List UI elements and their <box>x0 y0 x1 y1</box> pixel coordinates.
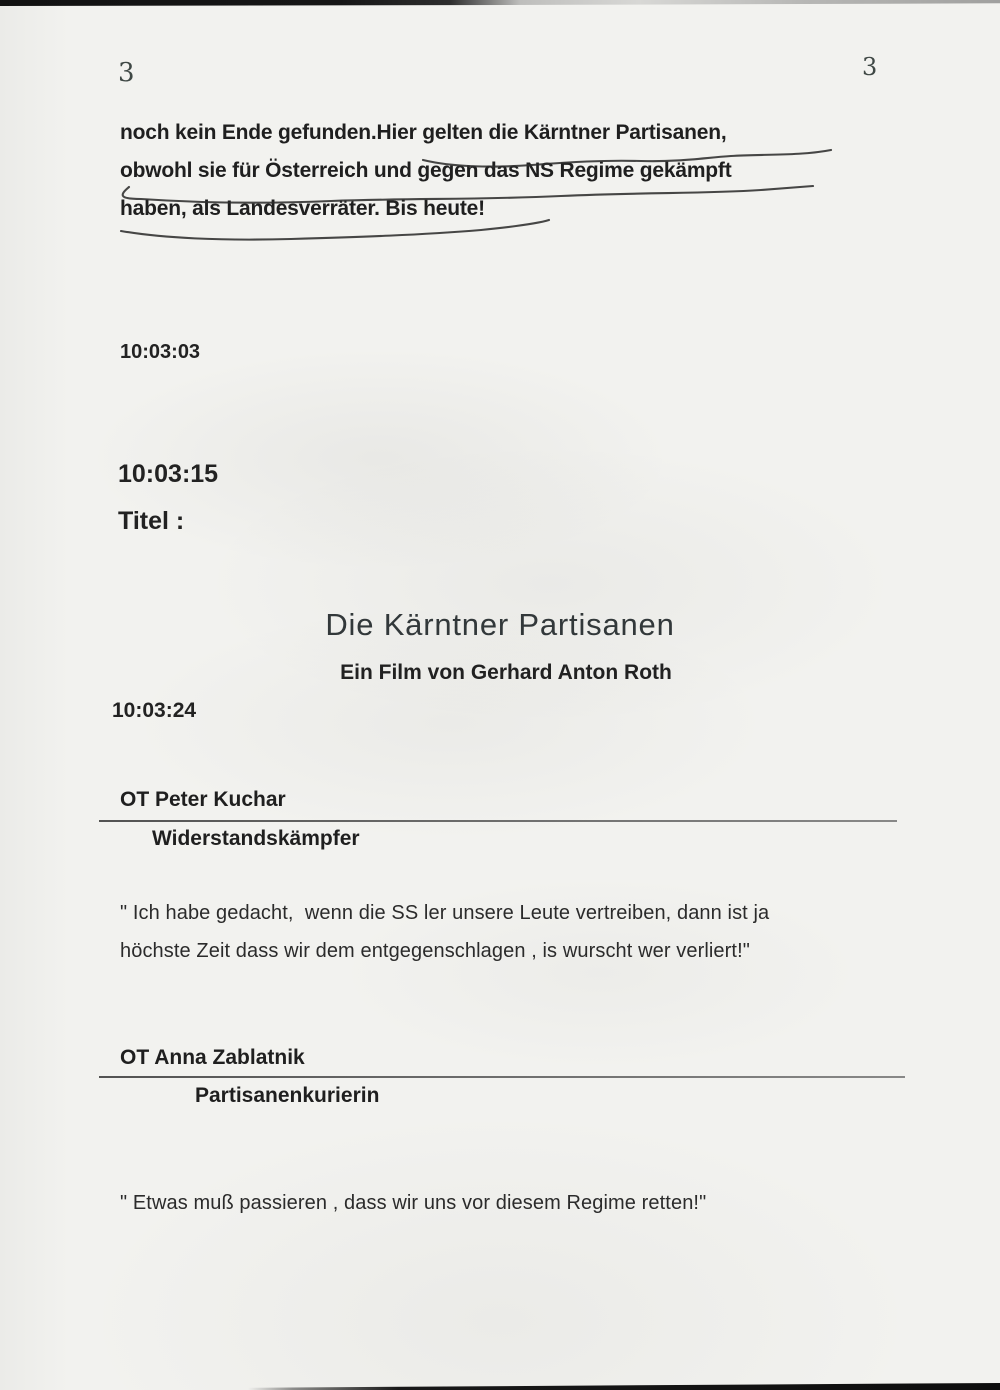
timecode-3: 10:03:24 <box>112 699 197 722</box>
quote-line: höchste Zeit dass wir dem entgegenschlagen , is wurscht wer verliert!" <box>120 940 750 962</box>
page-number-left: 3 <box>118 58 135 88</box>
paragraph-line: haben, als Landesverräter. Bis heute! <box>120 197 485 220</box>
page-number-right: 3 <box>862 53 878 81</box>
speaker-name: OT Anna Zablatnik <box>120 1046 305 1069</box>
paragraph-line: obwohl sie für Österreich und gegen das NS Regime gekämpft <box>120 159 732 182</box>
speaker-rule <box>99 1076 905 1078</box>
title-label: Titel : <box>118 507 185 535</box>
film-subtitle: Ein Film von Gerhard Anton Roth <box>340 661 672 684</box>
paragraph-line: noch kein Ende gefunden.Hier gelten die Kärntner Partisanen, <box>120 121 727 144</box>
speaker-role: Widerstandskämpfer <box>152 827 360 850</box>
scan-artifact-top-edge <box>0 0 1000 6</box>
scan-artifact-bottom-edge <box>248 1382 1000 1390</box>
timecode-2: 10:03:15 <box>118 460 219 488</box>
timecode-1: 10:03:03 <box>120 341 201 363</box>
quote-line: " Ich habe gedacht, wenn die SS ler unsere Leute vertreiben, dann ist ja <box>120 902 770 924</box>
intro-paragraph <box>120 118 732 232</box>
quote-line: " Etwas muß passieren , dass wir uns vor diesem Regime retten!" <box>120 1192 707 1214</box>
speaker-rule <box>99 820 897 822</box>
film-title: Die Kärntner Partisanen <box>325 607 675 642</box>
speaker-name: OT Peter Kuchar <box>120 788 286 811</box>
speaker-role: Partisanenkurierin <box>195 1084 380 1107</box>
